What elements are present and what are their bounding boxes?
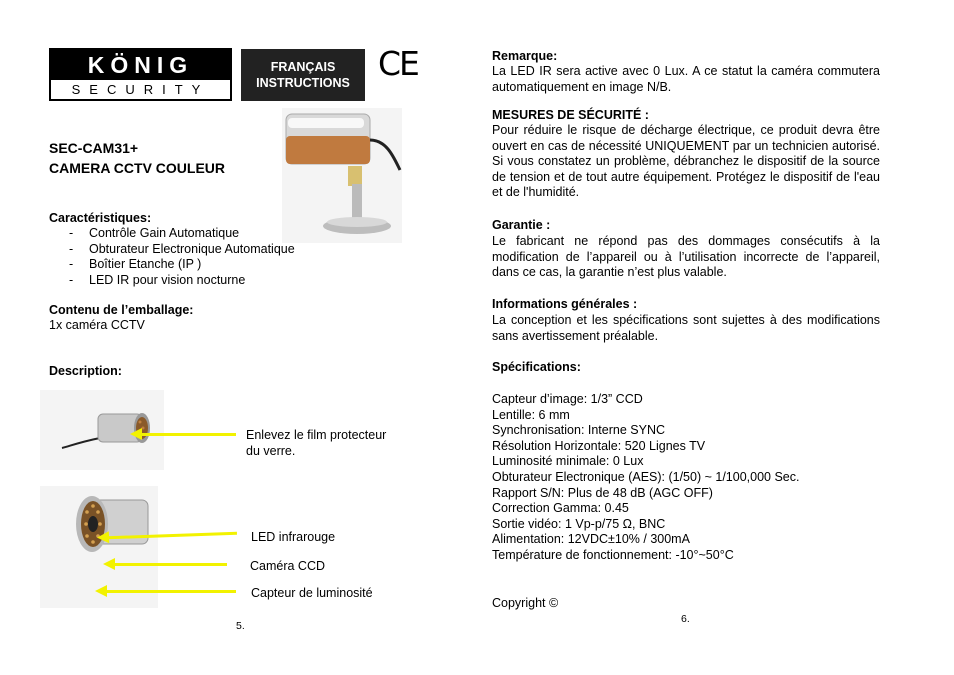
spec-item: Synchronisation: Interne SYNC <box>492 423 666 438</box>
list-item: - LED IR pour vision nocturne <box>49 273 349 289</box>
page-number-right: 6. <box>681 613 690 625</box>
language-label: FRANÇAIS <box>270 60 336 74</box>
product-title <box>49 138 225 178</box>
general-heading: Informations générales : <box>492 297 638 311</box>
spec-item: Luminosité minimale: 0 Lux <box>492 454 644 469</box>
product-model: SEC-CAM31+ <box>49 140 139 156</box>
package-text: 1x caméra CCTV <box>49 318 145 332</box>
spec-item: Température de fonctionnement: -10°~50°C <box>492 547 734 562</box>
arrow-sensor-callout <box>105 590 236 593</box>
specs-heading: Spécifications: <box>492 360 581 374</box>
camera-side-photo <box>40 390 164 470</box>
instructions-label: INSTRUCTIONS <box>256 76 350 90</box>
copyright: Copyright © <box>492 596 559 610</box>
warranty-text: Le fabricant ne répond pas des dommages consécutifs à la modification de l’appareil ou à l’utilisation incorrecte de l’appareil, dans ce cas, la garantie n’est plus valable. <box>492 234 880 280</box>
remark-text: La LED IR sera active avec 0 Lux. A ce statut la caméra commutera automatiquement en image N/B. <box>492 64 880 94</box>
features-list <box>49 226 349 288</box>
camera-photo <box>282 108 402 243</box>
spec-item: Capteur d’image: 1/3” CCD <box>492 392 643 406</box>
film-callout <box>246 428 386 459</box>
list-item: - Contrôle Gain Automatique <box>49 226 349 242</box>
callout-line: du verre. <box>246 443 296 458</box>
general-text: La conception et les spécifications sont sujettes à des modifications sans avertissement préalable. <box>492 313 880 343</box>
spec-item: Rapport S/N: Plus de 48 dB (AGC OFF) <box>492 485 713 500</box>
spec-item: Correction Gamma: 0.45 <box>492 501 629 516</box>
callout-line: Enlevez le film protecteur <box>246 428 387 442</box>
package-heading: Contenu de l’emballage: <box>49 303 194 317</box>
remark-heading: Remarque: <box>492 49 558 63</box>
label-sensor: Capteur de luminosité <box>251 586 373 600</box>
description-heading: Description: <box>49 364 122 378</box>
list-item: - Obturateur Electronique Automatique <box>49 242 349 258</box>
features-heading: Caractéristiques: <box>49 211 152 225</box>
safety-text: Pour réduire le risque de décharge électrique, ce produit devra être ouvert en cas de nécessité UNIQUEMENT par un technicien autorisé. Si vous constatez un problème, débranchez le dispositif de la source de tension et de tout autre équipement. Protégez le dispositif de l'eau et de l'humidité. <box>492 123 880 200</box>
label-ccd: Caméra CCD <box>250 559 326 573</box>
safety-heading: MESURES DE SÉCURITÉ : <box>492 108 649 122</box>
arrow-film-callout <box>140 433 236 436</box>
logo-subtitle: SECURITY <box>71 82 210 97</box>
spec-item: Obturateur Electronique (AES): (1/50) ~ 1/100,000 Sec. <box>492 469 800 484</box>
logo-brand: KÖNIG <box>51 50 230 80</box>
spec-item: Lentille: 6 mm <box>492 407 570 422</box>
konig-security-logo <box>49 48 232 101</box>
spec-item: Résolution Horizontale: 520 Lignes TV <box>492 438 706 453</box>
arrow-ccd-callout <box>113 563 227 566</box>
warranty-heading: Garantie : <box>492 218 551 232</box>
page-number-left: 5. <box>236 620 245 632</box>
product-name: CAMERA CCTV COULEUR <box>49 160 226 176</box>
spec-item: Sortie vidéo: 1 Vp-p/75 Ω, BNC <box>492 516 666 531</box>
spec-item: Alimentation: 12VDC±10% / 300mA <box>492 532 690 547</box>
language-badge <box>241 49 365 101</box>
list-item: - Boîtier Etanche (IP ) <box>49 257 349 273</box>
specs-list <box>492 392 880 564</box>
ce-mark-icon: CE <box>378 44 418 83</box>
label-led: LED infrarouge <box>251 530 336 544</box>
